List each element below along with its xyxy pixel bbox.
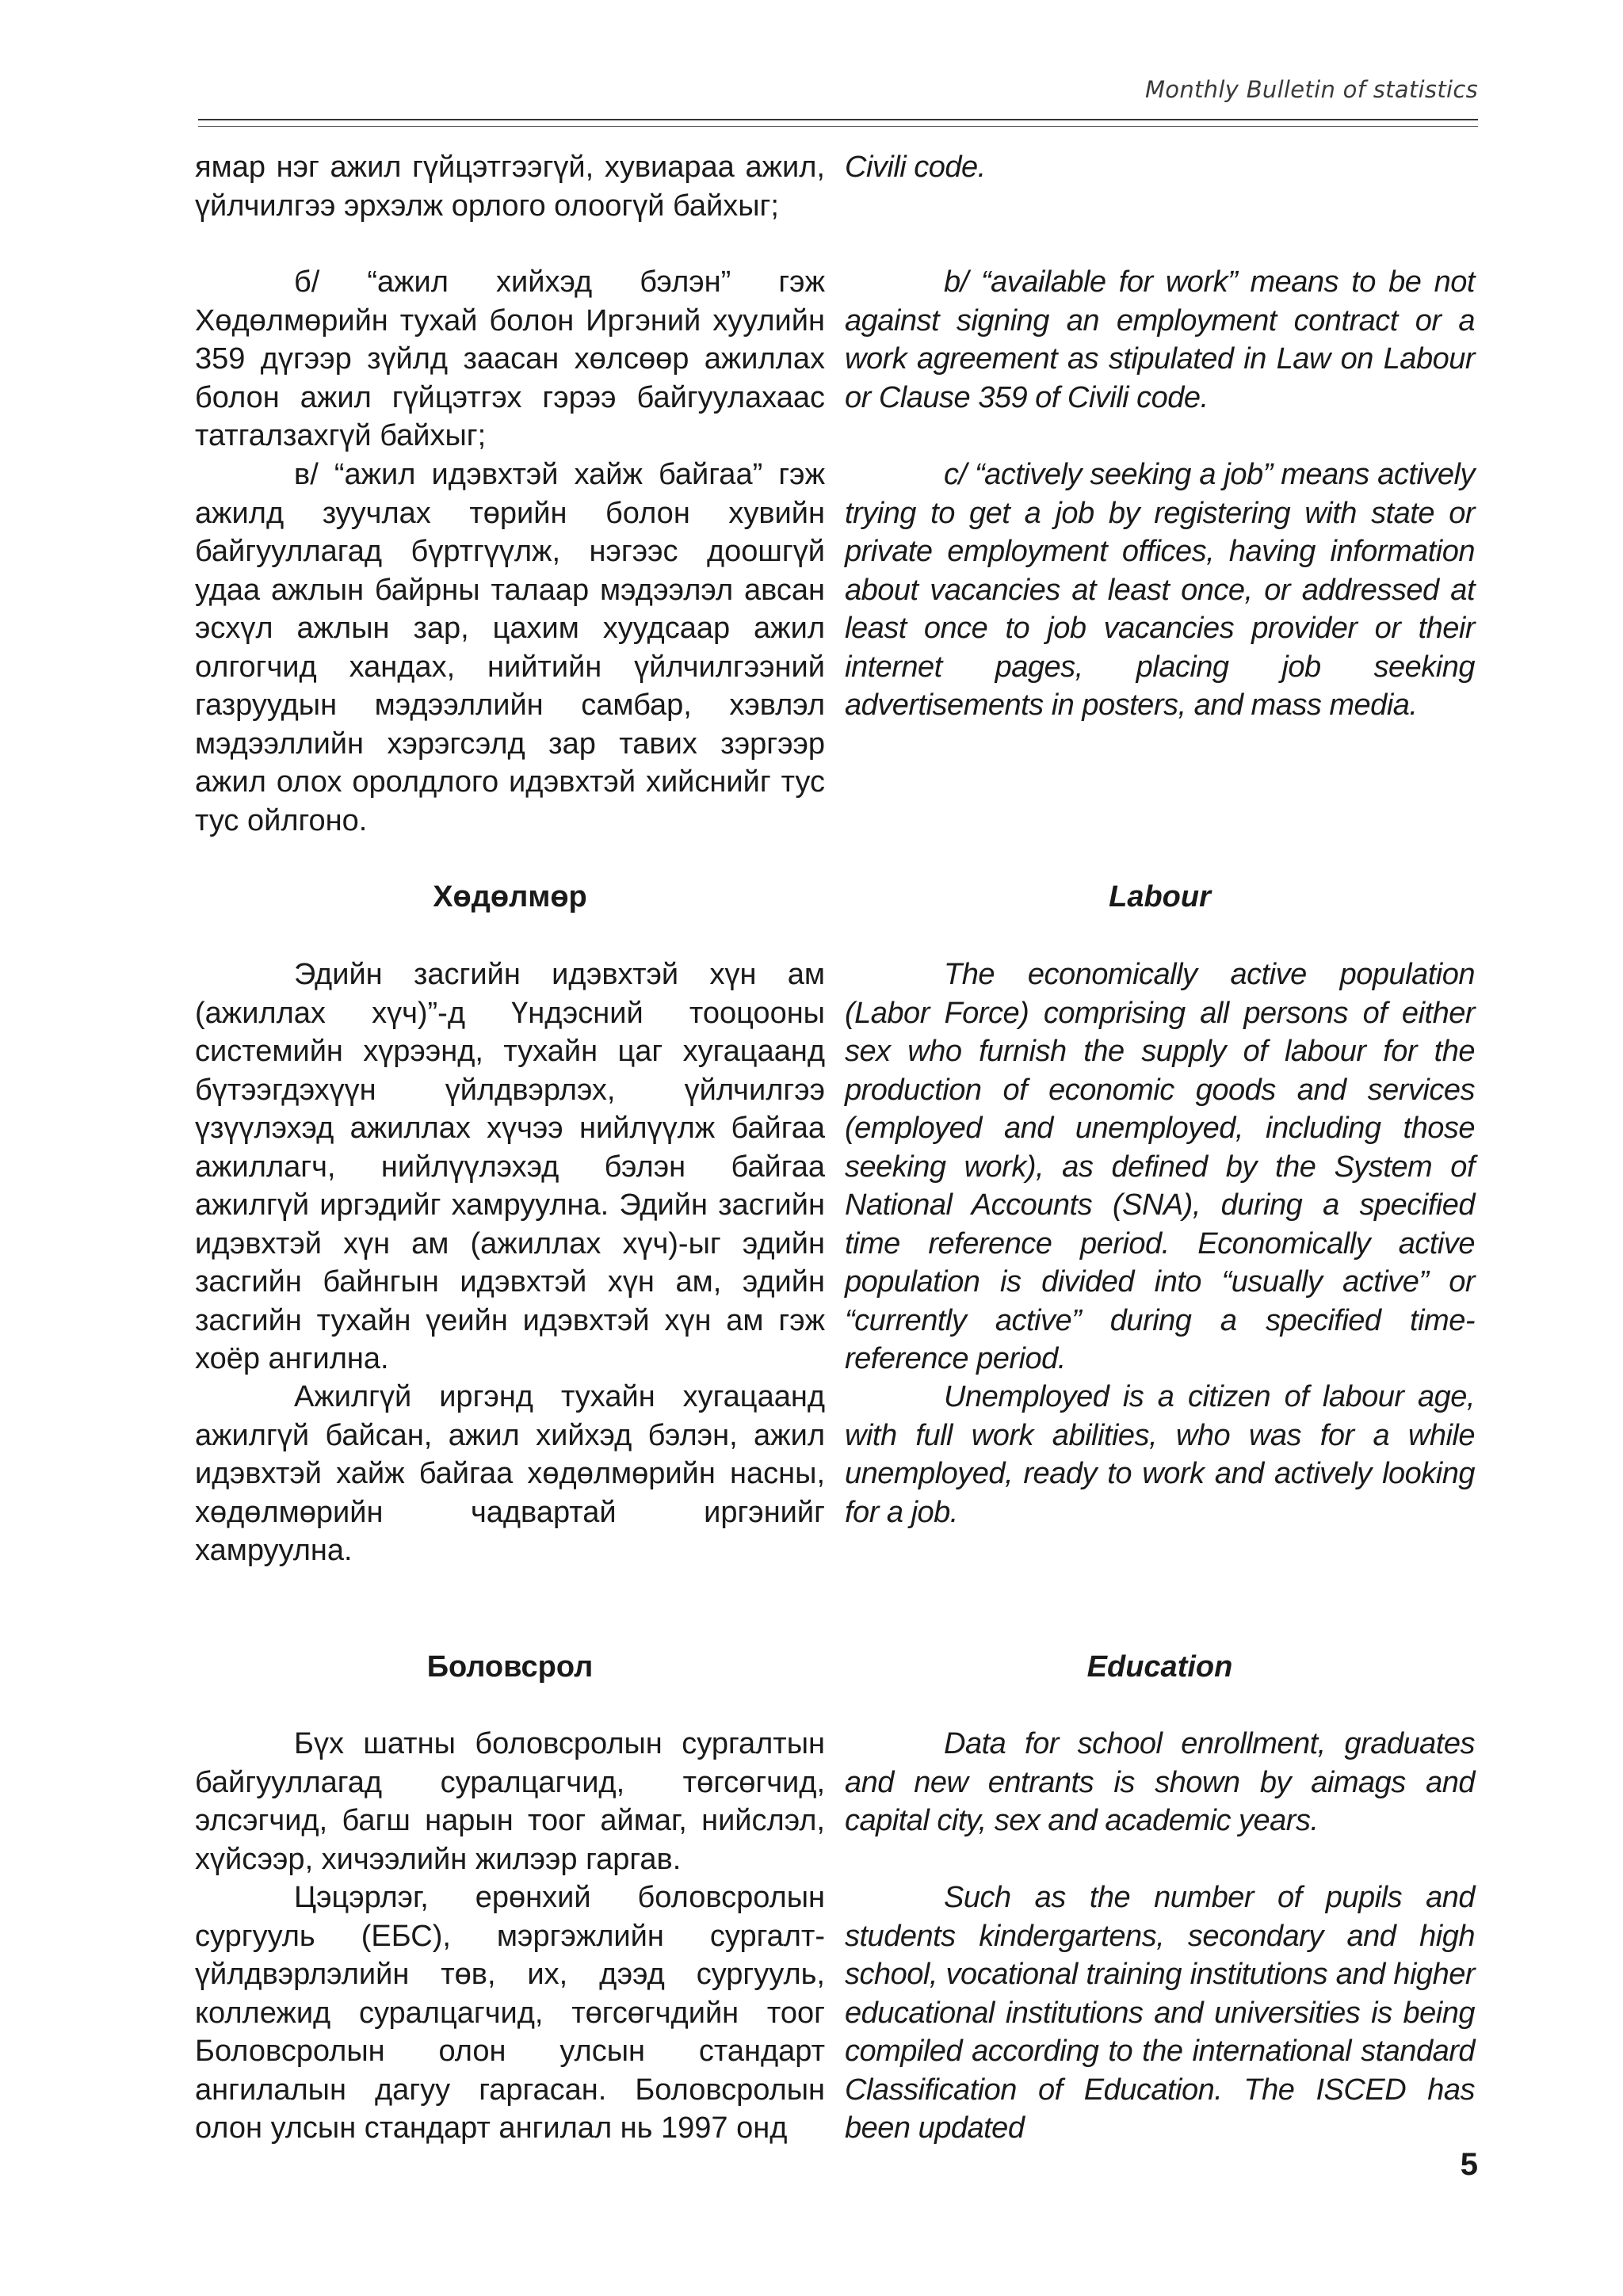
en-heading-education: Education <box>1086 1650 1233 1684</box>
en-paragraph-2: b/ “available for work” means to be not against signing an employment contract or a work agreement as stipulated in Law on Labour or Clause 359 of Civili code. <box>845 265 1475 414</box>
en-paragraph-6: Data for school enrollment, graduates and new entrants is shown by aimags and capital city, sex and academic years. <box>845 1727 1475 1837</box>
mn-paragraph-5: Ажилгүй иргэнд тухайн хугацаанд ажилгүй байсан, ажил хийхэд бэлэн, ажил идэвхтэй хайж байгаа хөдөлмөрийн насны, хөдөлмөрийн чадвартай иргэнийг хамруулна. <box>195 1380 825 1567</box>
page-number: 5 <box>1460 2147 1478 2182</box>
en-paragraph-4: The economically active population (Labor Force) comprising all persons of either sex who furnish the supply of labour for the production of economic goods and services (employed and unemployed, including those seeking work), as defined by the System of National Accounts (SNA), during a specified time reference period. Economically active population is divided into “usually active” or “currently active” during a specified time-reference period. <box>845 958 1475 1375</box>
mn-paragraph-1: ямар нэг ажил гүйцэтгээгүй, хувиараа ажил, үйлчилгээ эрхэлж орлого олоогүй байхыг; <box>195 151 825 223</box>
header-rule-thin <box>198 126 1478 127</box>
en-paragraph-1: Civili code. <box>845 151 986 184</box>
mn-paragraph-6: Бүх шатны боловсролын сургалтын байгууллагад суралцагчид, төгсөгчид, элсэгчид, багш нарын тоог аймаг, нийслэл, хүйсээр, хичээлийн жилээр гаргав. <box>195 1727 825 1876</box>
en-paragraph-7: Such as the number of pupils and students kindergartens, secondary and high school, vocational training institutions and higher educational institutions and universities is being compiled according to the international standard Classification of Education. The ISCED has been updated <box>845 1881 1475 2145</box>
mn-heading-labour: Хөдөлмөр <box>433 880 587 913</box>
en-paragraph-5: Unemployed is a citizen of labour age, with full work abilities, who was for a while unemployed, ready to work and actively looking for a job. <box>845 1380 1475 1529</box>
mn-heading-education: Боловсрол <box>426 1650 594 1684</box>
header-rule-thick <box>198 119 1478 120</box>
running-header-title: Monthly Bulletin of statistics <box>1144 76 1478 103</box>
en-paragraph-3: c/ “actively seeking a job” means actively trying to get a job by registering with state or private employment offices, having information about vacancies at least once, or addressed at least once to job vacancies provider or their internet pages, placing job seeking advertisements in posters, and mass media. <box>845 458 1475 722</box>
en-heading-labour: Labour <box>1109 880 1211 913</box>
mn-paragraph-7: Цэцэрлэг, ерөнхий боловсролын сургууль (ЕБС), мэргэжлийн сургалт-үйлдвэрлэлийн төв, их, дээд сургууль, коллежид суралцагчид, төгсөгчдийн тоог Боловсролын олон улсын стандарт ангилалын дагуу гаргасан. Боловсролын олон улсын стандарт ангилал нь 1997 онд <box>195 1881 825 2145</box>
mn-paragraph-2: б/ “ажил хийхэд бэлэн” гэж Хөдөлмөрийн тухай болон Иргэний хуулийн 359 дүгээр зүйлд заасан хөлсөөр ажиллах болон ажил гүйцэтгэх гэрээ байгуулахаас татгалзахгүй байхыг; <box>195 265 825 452</box>
mn-paragraph-4: Эдийн засгийн идэвхтэй хүн ам (ажиллах хүч)”-д Үндэсний тооцооны системийн хүрээнд, тухайн цаг хугацаанд бүтээгдэхүүн үйлдвэрлэх, үйлчилгээ үзүүлэхэд ажиллах хүчээ нийлүүлж байгаа ажиллагч, нийлүүлэхэд бэлэн байгаа ажилгүй иргэдийг хамруулна. Эдийн засгийн идэвхтэй хүн ам (ажиллах хүч)-ыг эдийн засгийн байнгын идэвхтэй хүн ам, эдийн засгийн тухайн үеийн идэвхтэй хүн ам гэж хоёр ангилна. <box>195 958 825 1375</box>
mn-paragraph-3: в/ “ажил идэвхтэй хайж байгаа” гэж ажилд зуучлах төрийн болон хувийн байгууллагад бүртгүүлж, нэгээс доошгүй удаа ажлын байрны талаар мэдээлэл авсан эсхүл ажлын зар, цахим хуудсаар ажил олгогчид хандах, нийтийн үйлчилгээний газруудын мэдээллийн самбар, хэвлэл мэдээллийн хэрэгсэлд зар тавих зэргээр ажил олох оролдлого идэвхтэй хийснийг тус тус ойлгоно. <box>195 458 825 837</box>
